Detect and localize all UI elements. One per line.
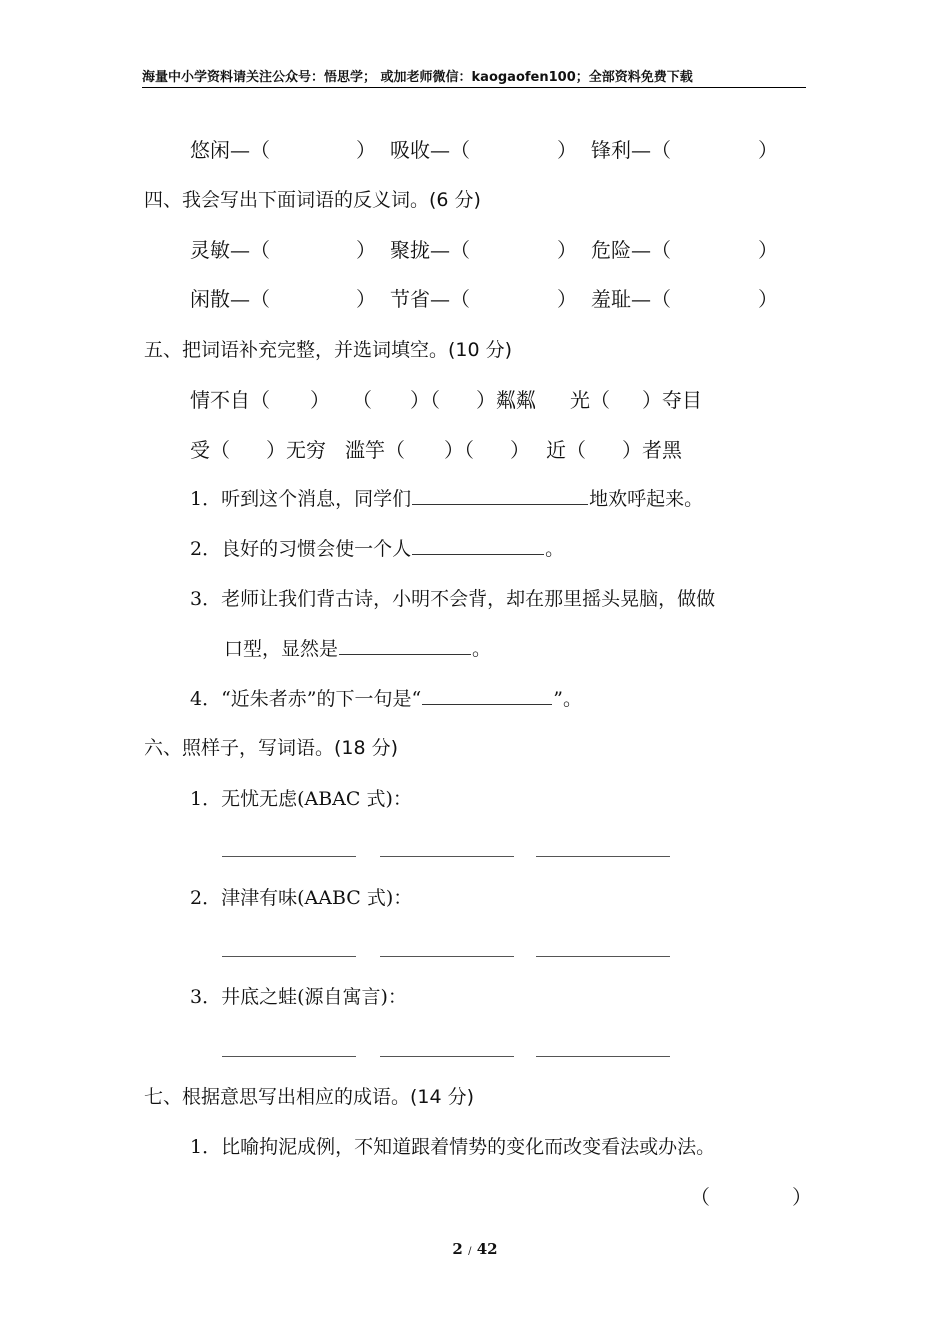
- idiom-part: ）者黑: [622, 438, 682, 462]
- idiom-part: ）（: [444, 438, 474, 462]
- idiom-part: ）无穷: [266, 438, 326, 462]
- answer-line[interactable]: [536, 956, 670, 957]
- paren-close: ）: [758, 287, 778, 311]
- paren-close: ）: [557, 138, 577, 162]
- word-item: 悠闲—（: [190, 138, 270, 162]
- word-item: 羞耻—（: [591, 287, 671, 311]
- answer-blank[interactable]: [412, 484, 588, 505]
- idiom-part: ）粼粼: [476, 388, 536, 412]
- paren-close: ）: [557, 287, 577, 311]
- section-title-6: 六、照样子，写词语。(18 分): [144, 737, 399, 759]
- question-text: 4．“近朱者赤”的下一句是“: [190, 688, 422, 710]
- word-item: 聚拢—（: [390, 238, 470, 262]
- section-title-4: 四、我会写出下面词语的反义词。(6 分): [144, 189, 481, 211]
- idiom-part: ）: [510, 438, 530, 462]
- answer-blank[interactable]: [339, 634, 471, 655]
- idiom-part: ）: [310, 388, 330, 412]
- idiom-part: 光（: [570, 388, 610, 412]
- answer-line[interactable]: [380, 856, 514, 857]
- paren-close: ）: [356, 138, 376, 162]
- idiom-part: ）夺目: [642, 388, 702, 412]
- word-item: 吸收—（: [390, 138, 470, 162]
- question-text: 1．听到这个消息，同学们: [190, 488, 412, 510]
- total-pages: 42: [476, 1240, 498, 1258]
- paren-open: （: [690, 1185, 710, 1209]
- answer-line[interactable]: [222, 956, 356, 957]
- idiom-part: 受（: [190, 438, 230, 462]
- word-item: 节省—（: [390, 287, 470, 311]
- word-item: 灵敏—（: [190, 238, 270, 262]
- word-item: 闲散—（: [190, 287, 270, 311]
- answer-line[interactable]: [222, 1056, 356, 1057]
- fill-question-2: [190, 533, 564, 565]
- answer-line[interactable]: [380, 1056, 514, 1057]
- page-header: 海量中小学资料请关注公众号：悟思学； 或加老师微信：kaogaofen100；全部资料免费下载: [142, 70, 693, 85]
- question-text: 。: [472, 638, 492, 660]
- current-page: 2: [452, 1240, 463, 1258]
- question-text: 2．良好的习惯会使一个人: [190, 538, 412, 560]
- word-item: 危险—（: [591, 238, 671, 262]
- idiom-part: （: [352, 388, 372, 412]
- pattern-question-3: 3．井底之蛙(源自寓言)：: [190, 986, 407, 1008]
- question-text: 地欢呼起来。: [589, 488, 704, 510]
- answer-line[interactable]: [536, 856, 670, 857]
- section-title-5: 五、把词语补充完整，并选词填空。(10 分): [144, 339, 513, 361]
- fill-question-3-cont: [224, 633, 491, 665]
- fill-question-1: [190, 483, 703, 515]
- paren-close: ）: [758, 238, 778, 262]
- idiom-part: 滥竽（: [345, 438, 405, 462]
- fill-question-4: [190, 683, 582, 715]
- pattern-question-2: 2．津津有味(AABC 式)：: [190, 887, 413, 909]
- answer-blank[interactable]: [412, 534, 544, 555]
- answer-line[interactable]: [380, 956, 514, 957]
- page-separator: /: [468, 1246, 472, 1257]
- paren-close: ）: [557, 238, 577, 262]
- page-number: [0, 1240, 950, 1258]
- paren-close: ）: [356, 287, 376, 311]
- pattern-question-1: 1．无忧无虑(ABAC 式)：: [190, 788, 412, 810]
- answer-blank[interactable]: [422, 684, 552, 705]
- header-divider: [142, 87, 806, 88]
- meaning-question-1: 1．比喻拘泥成例，不知道跟着情势的变化而改变看法或办法。: [190, 1136, 716, 1158]
- answer-line[interactable]: [222, 856, 356, 857]
- idiom-part: ）（: [410, 388, 440, 412]
- paren-close[interactable]: ）: [792, 1185, 812, 1209]
- section-title-7: 七、根据意思写出相应的成语。(14 分): [144, 1086, 475, 1108]
- question-text: 。: [545, 538, 565, 560]
- idiom-part: 近（: [546, 438, 586, 462]
- paren-close: ）: [758, 138, 778, 162]
- answer-line[interactable]: [536, 1056, 670, 1057]
- question-text: ”。: [553, 688, 582, 710]
- word-item: 锋利—（: [591, 138, 671, 162]
- idiom-part: 情不自（: [190, 388, 270, 412]
- question-text: 口型，显然是: [224, 638, 339, 660]
- paren-close: ）: [356, 238, 376, 262]
- fill-question-3: 3．老师让我们背古诗，小明不会背，却在那里摇头晃脑，做做: [190, 588, 716, 610]
